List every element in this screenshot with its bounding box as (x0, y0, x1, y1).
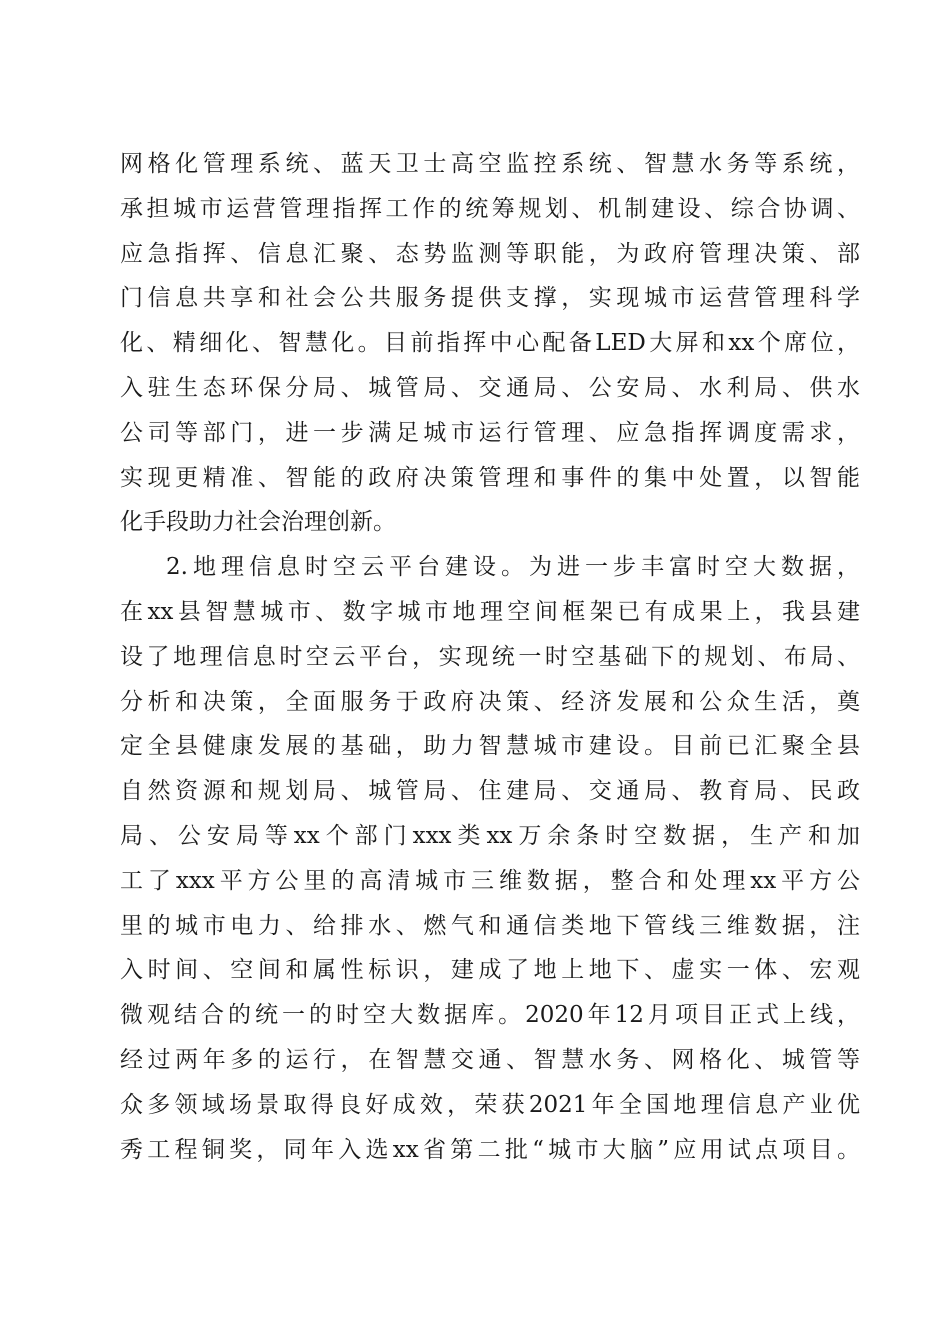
text-line: 局、公安局等xx个部门xxx类xx万余条时空数据，生产和加 (120, 822, 860, 849)
text-line: 定全县健康发展的基础，助力智慧城市建设。目前已汇聚全县 (120, 733, 860, 760)
text-line: 工了xxx平方公里的高清城市三维数据，整合和处理xx平方公 (120, 867, 860, 894)
text-line: 在xx县智慧城市、数字城市地理空间框架已有成果上，我县建 (120, 598, 860, 625)
text-line: 众多领域场景取得良好成效，荣获2021年全国地理信息产业优 (120, 1091, 860, 1118)
text-line: 应急指挥、信息汇聚、态势监测等职能，为政府管理决策、部 (120, 240, 860, 267)
text-line: 承担城市运营管理指挥工作的统筹规划、机制建设、综合协调、 (120, 195, 860, 222)
paragraph-1 (120, 142, 860, 545)
paragraph-2 (120, 545, 860, 1172)
text-line: 分析和决策，全面服务于政府决策、经济发展和公众生活，奠 (120, 688, 860, 715)
text-line: 2.地理信息时空云平台建设。为进一步丰富时空大数据， (166, 554, 860, 581)
text-line: 秀工程铜奖，同年入选xx省第二批“城市大脑”应用试点项目。 (120, 1136, 860, 1163)
document-body (120, 142, 860, 1172)
text-line: 微观结合的统一的时空大数据库。2020年12月项目正式上线， (120, 1002, 860, 1029)
text-line: 网格化管理系统、蓝天卫士高空监控系统、智慧水务等系统， (120, 151, 860, 177)
text-line: 经过两年多的运行，在智慧交通、智慧水务、网格化、城管等 (120, 1046, 860, 1073)
text-line: 自然资源和规划局、城管局、住建局、交通局、教育局、民政 (120, 778, 860, 805)
text-line: 入驻生态环保分局、城管局、交通局、公安局、水利局、供水 (120, 374, 860, 401)
text-line: 公司等部门，进一步满足城市运行管理、应急指挥调度需求， (120, 419, 860, 446)
text-line: 设了地理信息时空云平台，实现统一时空基础下的规划、布局、 (120, 643, 860, 670)
text-line: 里的城市电力、给排水、燃气和通信类地下管线三维数据，注 (120, 912, 860, 939)
text-line: 实现更精准、智能的政府决策管理和事件的集中处置，以智能 (120, 464, 860, 491)
text-line: 化、精细化、智慧化。目前指挥中心配备LED大屏和xx个席位， (120, 330, 860, 357)
text-line: 门信息共享和社会公共服务提供支撑，实现城市运营管理科学 (120, 285, 860, 312)
text-line: 化手段助力社会治理创新。 (120, 509, 396, 536)
text-line: 入时间、空间和属性标识，建成了地上地下、虚实一体、宏观 (120, 957, 860, 984)
